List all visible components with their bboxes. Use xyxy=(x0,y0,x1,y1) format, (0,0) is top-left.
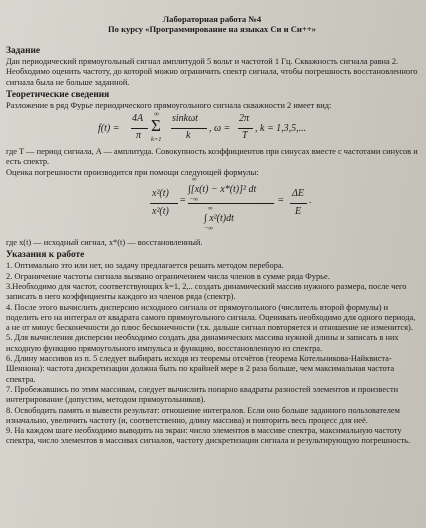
formula2-num-bottom: −∞ xyxy=(189,196,199,204)
formula1-sum-top: ∞ xyxy=(154,110,159,119)
formula1-tail: , k = 1,3,5,... xyxy=(255,123,307,135)
formula2-den-top: ∞ xyxy=(208,205,213,213)
theory-heading: Теоретические сведения xyxy=(6,89,110,100)
list-item: 8. Освободить память и вывести результат: отношение интегралов. Если оно больше заданного пользователем изначально, увеличить частоту (и, соответственно, длину массива) и повторить весь процесс для неё. xyxy=(6,405,400,425)
instructions-heading: Указания к работе xyxy=(6,250,85,261)
fourier-formula xyxy=(6,111,418,147)
task-text: Дан периодический прямоугольный сигнал амплитудой 5 вольт и частотой 1 Гц. Скважность сигнала равна 2. Необходимо оценить частоту, до которой можно ограничить спектр сигнала, чтобы погрешность восстановленного сигнала была не больше заданной. xyxy=(6,57,418,87)
formula1-coef-den: π xyxy=(136,130,142,142)
formula1-omega-lhs: , ω = xyxy=(209,123,231,135)
formula2-numerator: ∫[x(t) − x*(t)]² dt xyxy=(188,184,257,196)
formula1-sum-bottom: k=1 xyxy=(151,136,162,144)
estimate-intro: Оценка погрешности производится при помощи следующей формулы: xyxy=(6,167,259,177)
doc-title: Лабораторная работа №4 xyxy=(162,14,262,24)
list-item: 5. Для вычисления дисперсии необходимо создать два динамических массива нужной длины и записать в них исходную функцию прямоугольного импульса и функцию, восстановленную из спектра. xyxy=(6,333,399,353)
formula2-rhs-num: ΔE xyxy=(292,188,304,200)
formula2-den-bottom: −∞ xyxy=(204,225,214,233)
instructions-list xyxy=(6,261,418,446)
formula1-coef-num: 4A xyxy=(132,113,144,125)
formula1-lhs: f(t) = xyxy=(98,123,120,135)
task-heading: Задание xyxy=(6,46,41,56)
formula1-frac-den: k xyxy=(186,130,191,142)
list-item: 6. Длину массивов из п. 5 следует выбирать исходя из теоремы отсчётов (теорема Котельникова-Найквиста-Шеннона): частота дискретизации должна быть по крайней мере в 2 раза больше, чем максимальная частота спектра. xyxy=(6,354,395,384)
error-formula: x²(t) x²(t) = ∞ ∫[x(t) − x*(t)]² dt −∞ ∞ ∫ x²(t)dt −∞ = ΔE E . xyxy=(152,176,312,233)
formula1-sum-sign: Σ xyxy=(151,116,161,136)
formula2-lhs-den: x²(t) xyxy=(152,206,169,218)
formula2-num-top: ∞ xyxy=(192,176,197,184)
formula1-frac-num: sinkωt xyxy=(172,113,198,125)
theory-after-formula2: где x(t) — исходный сигнал, x*(t) — восстановленный. xyxy=(6,238,203,248)
list-item: 2. Ограничение частоты сигнала вызвано ограничением числа членов в сумме ряда Фурье. xyxy=(6,271,330,281)
list-item: 1. Оптимально это или нет, но задачу предлагается решать методом перебора. xyxy=(6,261,284,271)
formula2-lhs-num: x²(t) xyxy=(152,188,169,200)
list-item: 7. Пробежавшись по этим массивам, следует вычислить попарно квадраты разностей элементов и произвести интегрирование (допустим, методом прямоугольников). xyxy=(6,384,399,405)
formula2-rhs-den: E xyxy=(295,206,302,218)
list-item: 4. После этого вычислить дисперсию исходного сигнала от прямоугольного (числитель второй формулы) и поделить его на интеграл от квадрата самого прямоугольного сигнала. Оценивать необходимо для одного периода, а не от минус бесконечности до плюс бесконечности (т.к. дальше сигнал повторяется и отношение не изменится). xyxy=(6,302,416,333)
theory-intro: Разложение в ряд Фурье периодического прямоугольного сигнала скважности 2 имеет вид: xyxy=(6,100,332,110)
list-item: 3.Необходимо для частот, соответствующих k=1, 2,.. создать динамический массив нужного размера, после чего записать в него коэффициенты каждого из членов ряда (спектр). xyxy=(6,281,407,302)
formula2-denominator: ∫ x²(t)dt xyxy=(204,213,234,225)
formula1-omega-den: T xyxy=(242,130,248,142)
formula1-omega-num: 2π xyxy=(239,113,250,125)
theory-after-formula1: где T — период сигнала, A — амплитуда. Совокупность коэффициентов при синусах вместе с частотами синусов и есть спектр. xyxy=(6,147,418,167)
list-item: 9. На каждом шаге необходимо выводить на экран: число элементов в массиве спектра, максимальную частоту спектра, число элементов в массивах сигналов, частоту дискретизации сигнала и результирующую погрешность. xyxy=(6,426,411,446)
doc-subtitle: По курсу «Программирование на языках Си и Си++» xyxy=(108,24,316,34)
